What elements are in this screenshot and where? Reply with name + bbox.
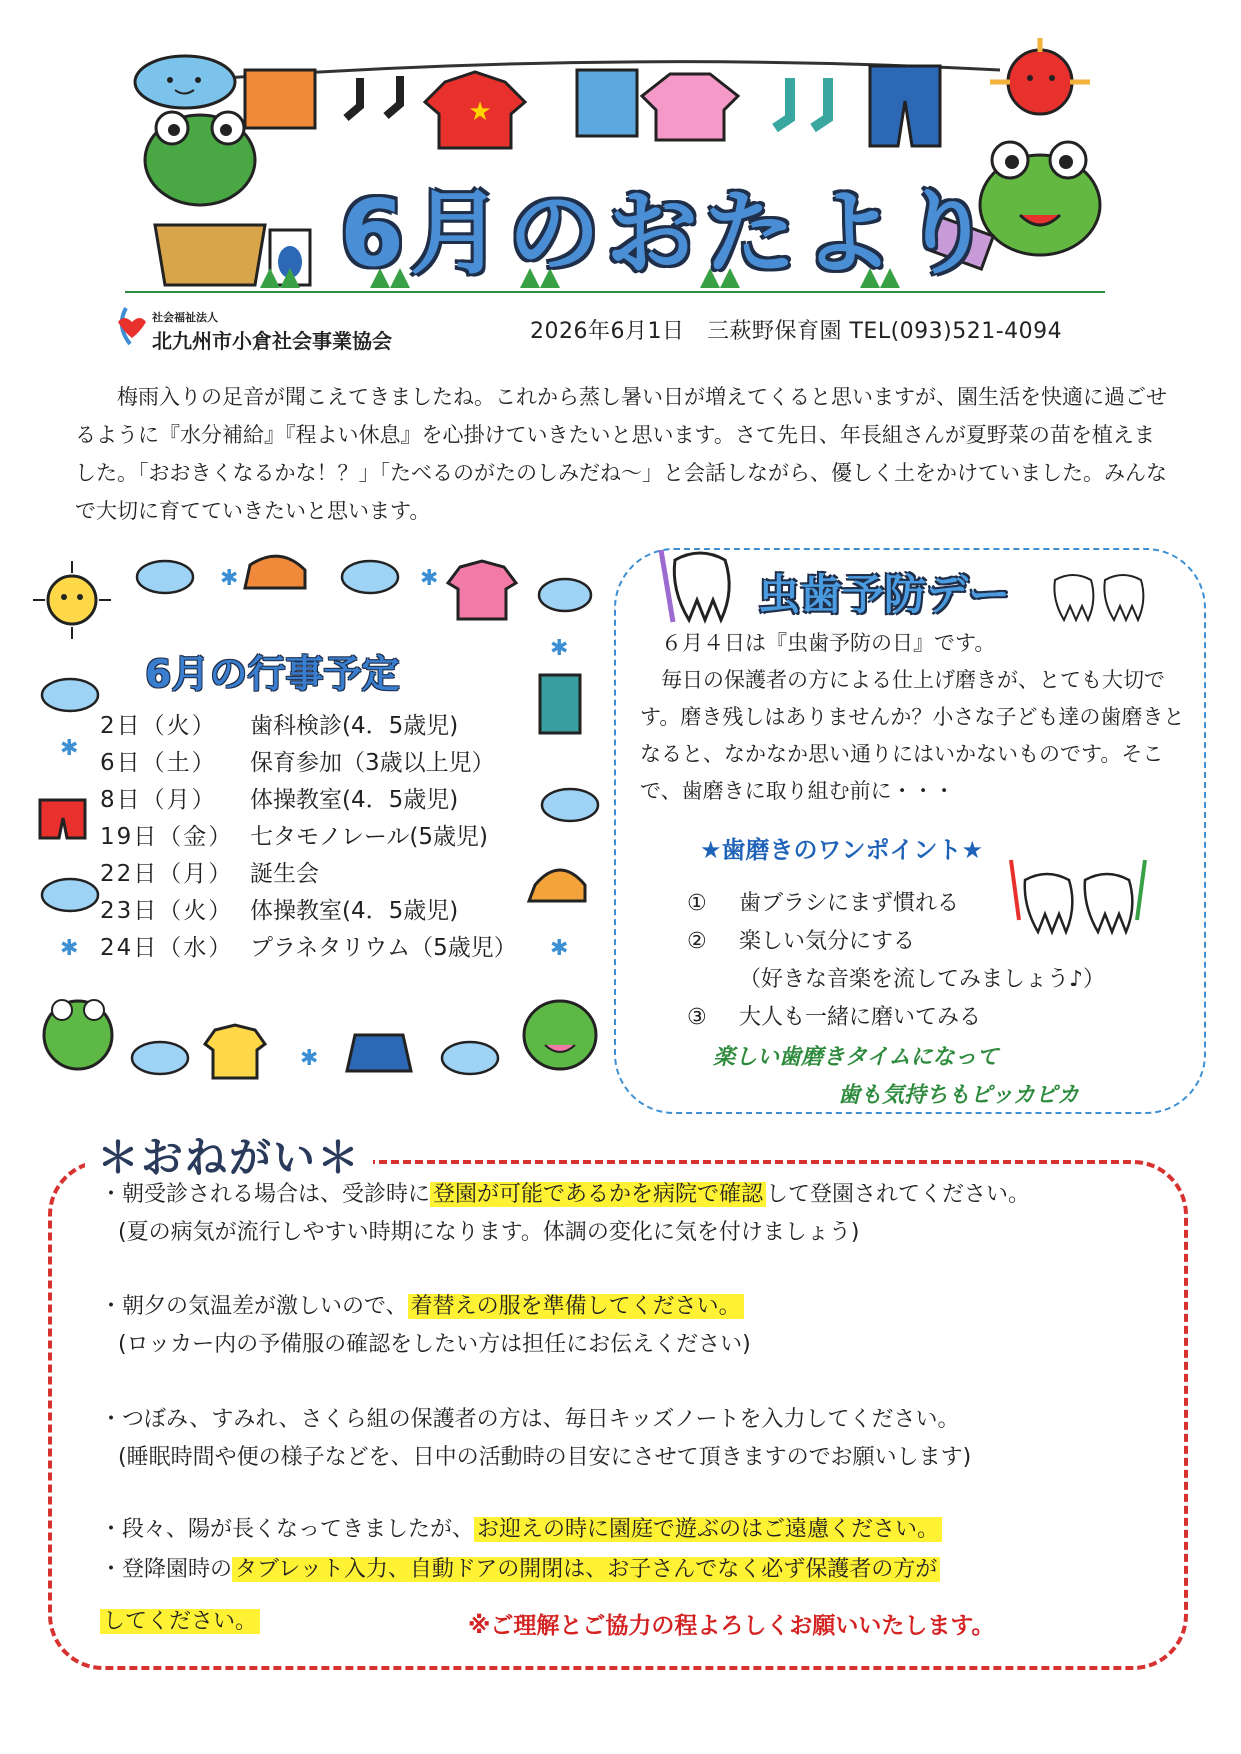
blouse-icon [642, 74, 738, 140]
request-item [100, 1555, 940, 1585]
svg-text:✱: ✱ [300, 1046, 319, 1071]
request-note: (ロッカー内の予備服の確認をしたい方は担任にお伝えください) [118, 1332, 751, 1357]
stockings-icon [775, 78, 828, 128]
request-text: ・段々、陽が長くなってきましたが、 [100, 1517, 475, 1542]
tip-item [687, 961, 1105, 999]
event-item [100, 745, 517, 782]
tip-item [687, 999, 1105, 1037]
intro-paragraph [75, 378, 1175, 530]
event-date: 24日（水） [100, 935, 234, 961]
tip-item [687, 923, 1105, 961]
tip-number: ① [687, 891, 707, 916]
event-name: 保育参加（3歳以上児） [250, 750, 495, 776]
frog-icon [145, 112, 255, 205]
event-item [100, 782, 517, 819]
request-item [100, 1180, 1030, 1248]
sun-icon [990, 38, 1090, 114]
dental-paragraph: 毎日の保護者の方による仕上げ磨きが、とても大切です。磨き残しはありませんか？小さな子ども達の歯磨きとなると、なかなか思い通りにはいかないものです。そこで、歯磨きに取り組む前に・・・ [640, 668, 1185, 803]
slogan-line1: 楽しい歯磨きタイムになって [713, 1045, 999, 1070]
request-note: (睡眠時間や便の様子などを、日中の活動時の目安にさせて頂きますのでお願いします) [118, 1445, 972, 1470]
request-item [100, 1405, 971, 1473]
request-text: ・登降園時の [100, 1557, 233, 1582]
tips-list [687, 885, 1105, 1037]
svg-text:✱: ✱ [220, 566, 239, 591]
org-name: 北九州市小倉社会事業協会 [152, 329, 392, 353]
hat-icon [529, 870, 585, 901]
shorts-icon [40, 800, 85, 838]
request-highlight: してください。 [100, 1609, 260, 1634]
request-highlight: お迎えの時に園庭で遊ぶのはご遠慮ください。 [474, 1517, 942, 1542]
event-item [100, 893, 517, 930]
basket-icon [155, 225, 265, 285]
request-title: ＊おねがい＊ [85, 1125, 373, 1185]
events-title: 6月の行事予定 [145, 652, 400, 696]
intro-text: 梅雨入りの足音が聞こえてきましたね。これから蒸し暑い日が増えてくると思いますが、園生活を快適に過ごせるように『水分補給』『程よい休息』を心掛けていきたいと思います。さて先日、年長組さんが夏野菜の苗を植えました。「おおきくなるかな！？」「たべるのがたのしみだね～」と会話しながら、優しく土をかけていました。みんなで大切に育てていきたいと思います。 [75, 385, 1167, 523]
event-name: プラネタリウム（5歳児） [250, 935, 517, 961]
cap-icon [245, 556, 305, 588]
org-type: 社会福祉法人 [152, 311, 218, 324]
event-item [100, 930, 517, 967]
event-item [100, 708, 517, 745]
tip-number: ② [687, 929, 707, 954]
events-list [100, 708, 517, 967]
dress-icon [577, 70, 637, 136]
shirt-icon [205, 1025, 265, 1078]
event-name: 七タモノレール(5歳児) [250, 824, 488, 850]
tooth-icon [1054, 575, 1143, 620]
dental-body [640, 625, 1200, 810]
newsletter-title: 6月のおたより [340, 180, 999, 287]
pants-icon [245, 70, 315, 128]
event-name: 誕生会 [250, 861, 319, 887]
event-date: 6日（土） [100, 750, 217, 776]
event-item [100, 819, 517, 856]
request-text: ・つぼみ、すみれ、さくら組の保護者の方は、毎日キッズノートを入力してください。 [100, 1407, 960, 1432]
event-name: 体操教室(4．5歳児) [250, 787, 459, 813]
event-name: 体操教室(4．5歳児) [250, 898, 459, 924]
skirt-icon [347, 1035, 411, 1071]
event-date: 2日（火） [100, 713, 217, 739]
request-highlight: 登園が可能であるかを病院で確認 [430, 1182, 766, 1207]
sun-icon [33, 561, 111, 639]
svg-text:✱: ✱ [550, 636, 569, 661]
svg-text:✱: ✱ [420, 566, 439, 591]
tip-number: ③ [687, 1005, 707, 1030]
event-date: 8日（月） [100, 787, 217, 813]
event-date: 23日（火） [100, 898, 234, 924]
socks-icon [346, 76, 400, 118]
jeans-icon [870, 66, 940, 146]
closing-note: ※ご理解とご協力の程よろしくお願いいたします。 [468, 1613, 995, 1639]
tip-item [687, 885, 1105, 923]
event-item [100, 856, 517, 893]
frog-icon [524, 1001, 596, 1069]
tip-text: 歯ブラシにまず慣れる [739, 891, 960, 916]
event-date: 22日（月） [100, 861, 234, 887]
slogan-line2: 歯も気持ちもピッカピカ [838, 1083, 1080, 1108]
request-note: (夏の病気が流行しやすい時期になります。体調の変化に気を付けましょう) [118, 1220, 860, 1245]
request-item [100, 1515, 942, 1545]
onepoint-title: ★歯磨きのワンポイント★ [700, 836, 984, 864]
dental-title: 虫歯予防デー [758, 570, 1011, 619]
svg-text:✱: ✱ [60, 936, 79, 961]
request-text: ・朝夕の気温差が激しいので、 [100, 1294, 408, 1319]
request-item [100, 1607, 260, 1637]
dental-line1: ６月４日は『虫歯予防の日』です。 [661, 631, 996, 655]
svg-text:★: ★ [468, 97, 492, 127]
frog-icon [44, 1000, 112, 1069]
event-name: 歯科検診(4．5歳児) [250, 713, 459, 739]
shirt-icon [448, 561, 516, 619]
tip-text: 楽しい気分にする [739, 929, 916, 954]
tip-text: 大人も一緒に磨いてみる [739, 1005, 982, 1030]
request-text: して登園されてください。 [766, 1182, 1031, 1207]
request-highlight: タブレット入力、自動ドアの開閉は、お子さんでなく必ず保護者の方が [232, 1557, 940, 1582]
request-highlight: 着替えの服を準備してください。 [408, 1294, 744, 1319]
event-date: 19日（金） [100, 824, 234, 850]
org-logo-icon [118, 306, 150, 346]
date-contact-line: 2026年6月1日 三萩野保育園 TEL(093)521-4094 [530, 319, 1063, 344]
request-item [100, 1292, 751, 1360]
tank-top-icon [540, 675, 580, 733]
tooth-icon [661, 550, 729, 622]
svg-text:✱: ✱ [60, 736, 79, 761]
cloud-icon [135, 56, 235, 108]
tip-text: （好きな音楽を流してみましょう♪） [739, 967, 1106, 992]
request-text: ・朝受診される場合は、受診時に [100, 1182, 431, 1207]
svg-text:✱: ✱ [550, 936, 569, 961]
